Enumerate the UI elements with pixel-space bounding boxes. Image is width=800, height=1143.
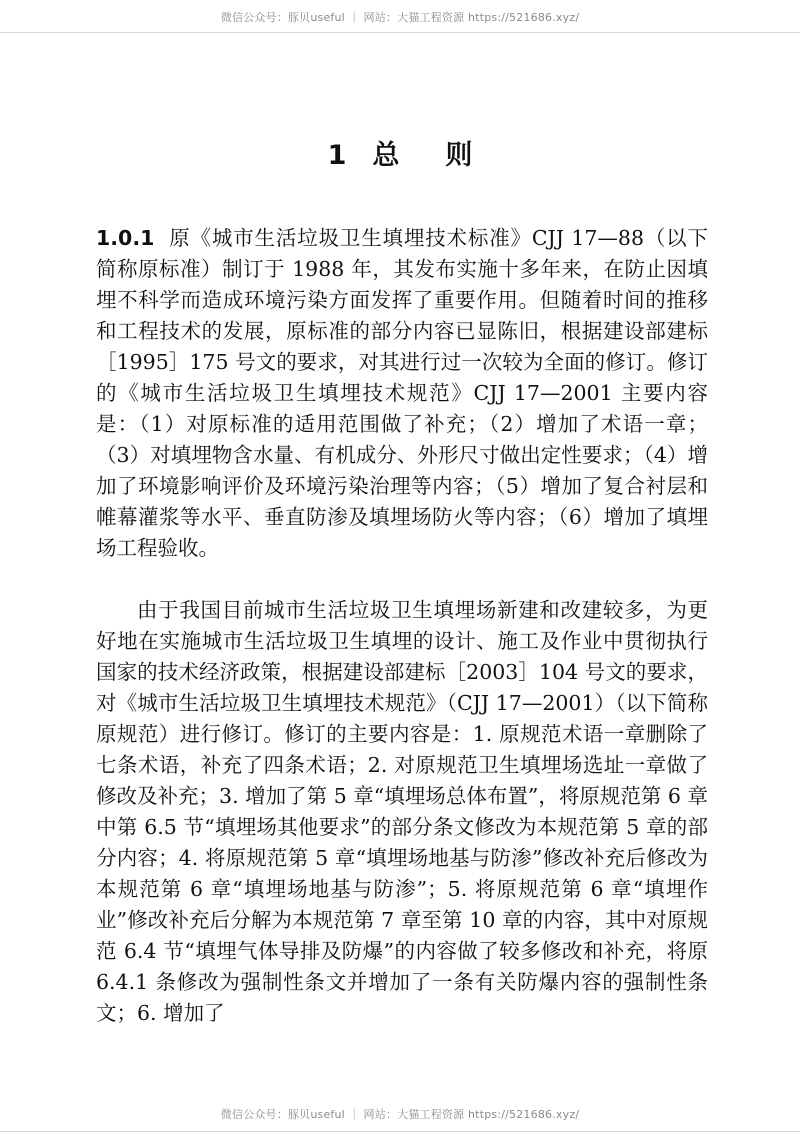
chapter-number: 1 [327,140,347,171]
clause-paragraph-1-text: 原《城市生活垃圾卫生填埋技术标准》CJJ 17—88（以下简称原标准）制订于 1988 年，其发布实施十多年来，在防止因填埋不科学而造成环境污染方面发挥了重要作用。但随着时间的推移和工程技术的发展，原标准的部分内容已显陈旧，根据建设部建标［1995］175 号文的要求，对其进行过一次较为全面的修订。修订的《城市生活垃圾卫生填埋技术规范》CJJ 17—2001 主要内容是：（1）对原标准的适用范围做了补充；（2）增加了术语一章；（3）对填埋物含水量、有机成分、外形尺寸做出定性要求；（4）增加了环境影响评价及环境污染治理等内容；（5）增加了复合衬层和帷幕灌浆等水平、垂直防渗及填埋场防火等内容；（6）增加了填埋场工程验收。 [96,226,708,560]
top-divider [0,32,800,33]
chapter-title-char-1: 总 [372,140,400,171]
clause-paragraph-2 [96,595,708,1029]
bottom-divider [0,1131,800,1132]
watermark-bottom: 微信公众号：豚贝useful ｜ 网站：大猫工程资源 https://521686.xyz/ [220,1108,580,1121]
watermark-top: 微信公众号：豚贝useful ｜ 网站：大猫工程资源 https://521686.xyz/ [220,11,580,24]
clause-paragraph-1 [96,223,708,564]
clause-number: 1.0.1 [96,226,155,250]
clause-paragraph-2-text: 由于我国目前城市生活垃圾卫生填埋场新建和改建较多，为更好地在实施城市生活垃圾卫生填埋的设计、施工及作业中贯彻执行国家的技术经济政策，根据建设部建标［2003］104 号文的要求，对《城市生活垃圾卫生填埋技术规范》（CJJ 17—2001）（以下简称原规范）进行修订。修订的主要内容是：1. 原规范术语一章删除了七条术语，补充了四条术语；2. 对原规范卫生填埋场选址一章做了修改及补充；3. 增加了第 5 章“填埋场总体布置”，将原规范第 6 章中第 6.5 节“填埋场其他要求”的部分条文修改为本规范第 5 章的部分内容；4. 将原规范第 5 章“填埋场地基与防渗”修改补充后修改为本规范第 6 章“填埋场地基与防渗”；5. 将原规范第 6 章“填埋作业”修改补充后分解为本规范第 7 章至第 10 章的内容，其中对原规范 6.4 节“填埋气体导排及防爆”的内容做了较多修改和补充，将原 6.4.1 条修改为强制性条文并增加了一条有关防爆内容的强制性条文；6. 增加了 [96,598,708,1025]
chapter-title [0,133,800,172]
chapter-title-char-2: 则 [445,140,473,171]
